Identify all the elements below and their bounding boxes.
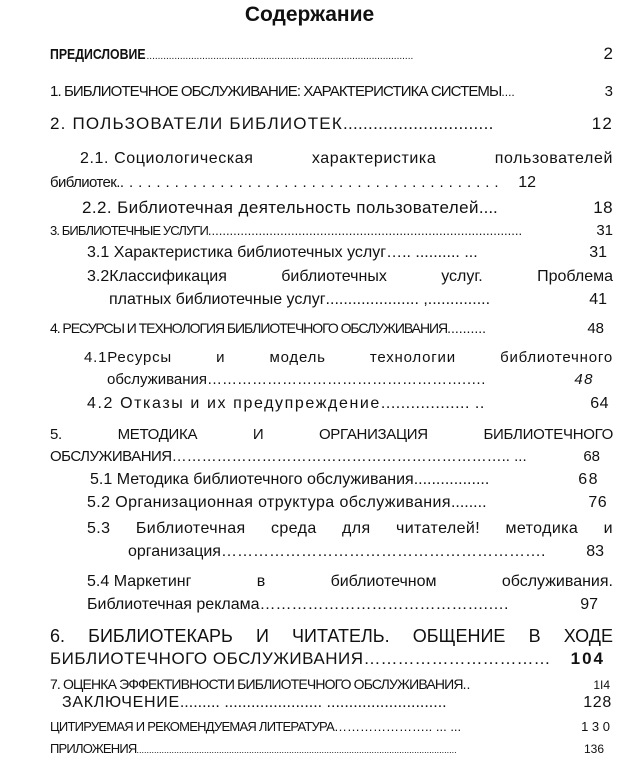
toc-entry-3[interactable] [50,222,613,239]
toc-word: методика [505,520,579,537]
toc-leader-dots: …………………………………………….…. [207,371,486,388]
toc-entry-preface[interactable] [50,44,613,64]
toc-page-number: 48 [574,371,594,388]
toc-leader-dots: …………………………… [363,649,551,668]
toc-page-number: 3 [604,83,613,100]
toc-entry-text: 5.1 Методика библиотечного обслуживания.. [90,471,423,488]
toc-page-number: 48 [587,320,604,337]
toc-leader-dots: .................. .. [380,395,485,412]
toc-page-number: 64 [590,395,609,412]
toc-leader-dots: ……………………………………………………. [220,543,546,560]
toc-entry-5-line2[interactable] [50,448,600,465]
toc-word: и [603,520,613,537]
toc-entry-5-4-line1[interactable] [87,573,613,591]
toc-word: В [528,626,541,646]
toc-word: И [255,626,269,646]
toc-word: 6. [50,626,66,646]
toc-word: Проблема [537,268,613,285]
toc-word: модель [269,349,326,366]
toc-entry-2-1-line1[interactable] [80,150,613,168]
toc-leader-dots: .... [501,85,515,99]
toc-page-number: 68 [578,471,599,488]
toc-word: 5.4 Маркетинг [87,573,192,590]
toc-word: ЧИТАТЕЛЬ. [292,626,390,646]
toc-entry-text: ЦИТИРУЕМАЯ И РЕКОМЕНДУЕМАЯ ЛИТЕРАТУРА [50,719,335,734]
toc-word: для [342,520,371,537]
toc-leader-dots: ….. .......... ... [386,244,478,261]
toc-entry-literature[interactable] [50,719,610,734]
toc-entry-3-2-line1[interactable] [87,268,613,286]
toc-leader-dots: …………………………………….…. [259,596,509,613]
toc-leader-dots: . . . . . . . . . . . . . . . . . . . . . . . . . . . . . . . . . . . . . . . . . . [119,174,499,191]
toc-word: ОБЩЕНИЕ [412,626,506,646]
toc-entry-text: ОБСЛУЖИВАНИЯ [50,448,172,465]
toc-entry-text: Библиотечная реклама [87,596,260,613]
toc-entry-text: БИБЛИОТЕЧНОГО ОБСЛУЖИВАНИЯ [50,649,364,668]
toc-word: характеристика [311,150,437,167]
toc-entry-text: ЗАКЛЮЧЕНИЕ [62,694,180,711]
toc-entry-text: платных библиотечные услуг [109,291,326,308]
toc-page-number: 41 [589,291,607,308]
toc-entry-1[interactable] [50,83,613,100]
toc-page-number: 104 [570,649,605,668]
toc-entry-text: 2. ПОЛЬЗОВАТЕЛИ БИБЛИОТЕК [50,114,343,133]
toc-word: БИБЛИОТЕЧНОГО [483,426,613,443]
toc-leader-dots: ..................... ,.............. [325,291,491,308]
toc-leader-dots: ………………….. ... ... [334,719,462,734]
toc-entry-text: ПРЕДИСЛОВИЕ [50,46,146,63]
toc-page-number: 12 [591,114,613,133]
toc-word: услуг. [441,268,483,285]
toc-entry-2-1-line2[interactable] [50,174,536,192]
toc-word: обслуживания. [501,573,613,590]
toc-entry-6-line1[interactable] [50,626,613,647]
toc-entry-4-1-line2[interactable] [107,371,594,388]
toc-entry-conclusion[interactable] [62,694,612,712]
toc-page-number: 31 [589,244,607,261]
toc-entry-text: 1. БИБЛИОТЕЧНОЕ ОБСЛУЖИВАНИЕ: ХАРАКТЕРИСТИКА СИСТЕМЫ [50,83,502,100]
toc-leader-dots: ........ [450,494,487,511]
toc-word: библиотечных [281,268,387,285]
toc-word: технологии [369,349,456,366]
toc-entry-text: 3. БИБЛИОТЕЧНЫЕ УСЛУГИ [50,223,208,238]
toc-entry-5-3-line2[interactable] [128,543,604,561]
toc-leader-dots: .......... [447,320,487,336]
toc-page-number: 1 3 0 [581,719,610,734]
toc-page-number: 128 [583,694,612,711]
toc-entry-5-line1[interactable] [50,426,613,443]
toc-entry-5-2[interactable] [87,494,607,512]
toc-word: 2.1. Социологическая [80,150,254,167]
toc-entry-5-4-line2[interactable] [87,596,598,614]
toc-page-number: 83 [586,543,604,560]
toc-word: 3.2Классификация [87,268,227,285]
toc-word: библиотечного [500,349,613,366]
toc-entry-4-1-line1[interactable] [84,349,613,366]
toc-entry-6-line2[interactable] [50,649,605,669]
toc-page-number: 68 [583,448,600,465]
toc-entry-5-1[interactable] [90,471,599,489]
toc-entry-appendix[interactable] [50,741,604,756]
toc-entry-text: 4. РЕСУРСЫ И ТЕХНОЛОГИЯ БИБЛИОТЕЧНОГО ОБСЛУЖИВАНИЯ [50,320,448,336]
toc-page-number: 97 [580,596,598,613]
toc-entry-5-3-line1[interactable] [87,520,613,538]
toc-leader-dots: ......... ...................... ........................... [179,694,447,711]
toc-word: пользователей [494,150,613,167]
toc-word: читателей! [395,520,481,537]
toc-word: в [256,573,266,590]
toc-entry-3-2-line2[interactable] [109,291,607,309]
toc-page-number: 1I4 [593,678,610,692]
toc-leader-dots: .............................. [342,114,494,133]
toc-word: БИБЛИОТЕКАРЬ [88,626,233,646]
toc-word: 5.3 [87,520,111,537]
toc-word: среда [270,520,317,537]
page-title: Содержание [244,3,375,26]
toc-word: МЕТОДИКА [117,426,198,443]
toc-word: ХОДЕ [563,626,613,646]
toc-entry-text: обслуживания [107,371,208,388]
toc-page-number: 76 [588,494,607,511]
toc-page-number: 2 [603,44,613,63]
toc-word: И [252,426,264,443]
toc-word: 5. [50,426,62,443]
toc-leader-dots: ................................................................................................................................ [136,745,457,755]
toc-entry-text: 7. ОЦЕНКА ЭФФЕКТИВНОСТИ БИБЛИОТЕЧНОГО ОБСЛУЖИВАНИЯ [50,676,463,692]
toc-word: ОРГАНИЗАЦИЯ [318,426,428,443]
toc-word: 4.1Ресурсы [84,349,172,366]
toc-entry-text: библиотек. [50,174,120,191]
toc-page-number: 136 [583,742,604,756]
toc-leader-dots: .... [478,198,498,217]
toc-entry-2[interactable] [50,114,613,134]
toc-entry-7[interactable] [50,676,610,692]
toc-entry-text: организация [128,543,221,560]
toc-leader-dots: ................................................................................................ [146,51,414,62]
toc-entry-text: ПРИЛОЖЕНИЯ [50,741,137,756]
toc-entry-4[interactable] [50,320,604,337]
toc-word: и [216,349,226,366]
toc-leader-dots: ............... [422,471,490,488]
toc-entry-2-2[interactable] [82,198,613,218]
toc-page-number: 12 [518,174,536,191]
toc-leader-dots: .. [462,676,471,692]
toc-entry-text: 4.2 Отказы и их предупреждение [87,395,381,412]
toc-entry-3-1[interactable] [87,244,607,262]
toc-entry-text: 3.1 Характеристика библиотечных услуг [87,244,387,261]
toc-word: Библиотечная [135,520,246,537]
toc-page-number: 18 [593,198,613,217]
toc-leader-dots: ....................................................................................... [207,223,523,238]
toc-entry-text: 5.2 Организационная отруктура обслуживания [87,494,451,511]
toc-word: библиотечном [330,573,437,590]
toc-leader-dots: ………………………………………………………….. ... [171,448,527,465]
toc-entry-4-2[interactable] [87,395,609,413]
toc-page-number: 31 [596,222,613,239]
toc-entry-text: 2.2. Библиотечная деятельность пользователей [82,198,479,217]
